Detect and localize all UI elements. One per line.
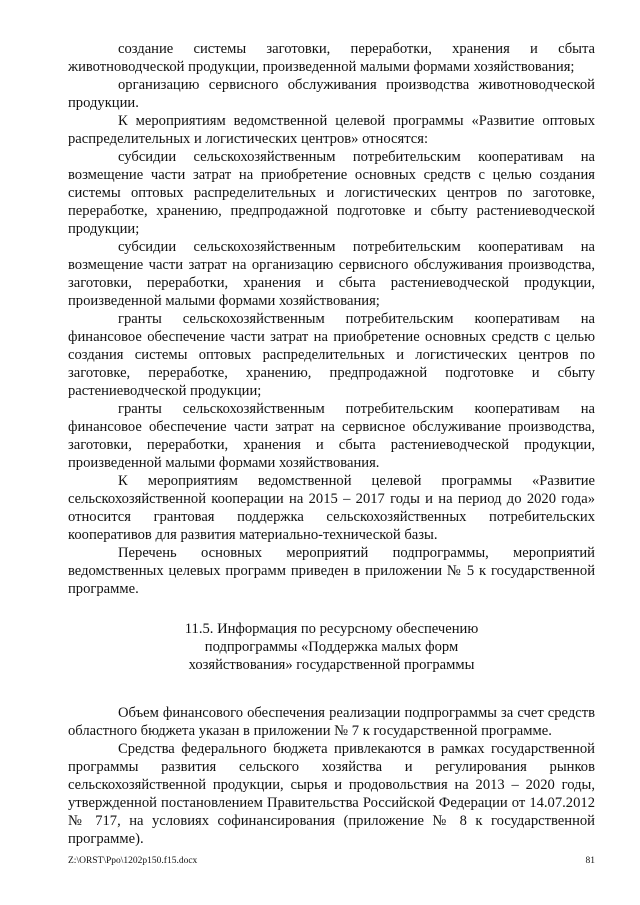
paragraph: субсидии сельскохозяйственным потребительским кооперативам на возмещение части затрат на организацию сервисного обслуживания производства, заготовки, переработки, хранения и сбыта растениеводческой продукции, произведенной малыми формами хозяйствования; — [68, 239, 595, 309]
paragraph-group-bottom — [68, 704, 595, 848]
paragraph: Средства федерального бюджета привлекаются в рамках государственной программы развития сельского хозяйства и регулирования рынков сельскохозяйственной продукции, сырья и продовольствия на 2013 – 2020 годы, утвержденной постановлением Правительства Российской Федерации от 14.07.2012 № 717, на условиях софинансирования (приложение № 8 к государственной программе). — [68, 741, 595, 847]
paragraph: организацию сервисного обслуживания производства животноводческой продукции. — [68, 77, 595, 111]
paragraph-group-top — [68, 40, 595, 598]
section-heading-line: 11.5. Информация по ресурсному обеспечению — [184, 621, 479, 637]
paragraph: Перечень основных мероприятий подпрограммы, мероприятий ведомственных целевых программ приведен в приложении № 5 к государственной программе. — [68, 545, 595, 597]
section-heading-line: подпрограммы «Поддержка малых форм — [204, 639, 459, 655]
paragraph: создание системы заготовки, переработки, хранения и сбыта животноводческой продукции, произведенной малыми формами хозяйствования; — [68, 41, 595, 75]
section-heading — [68, 620, 595, 674]
paragraph: гранты сельскохозяйственным потребительским кооперативам на финансовое обеспечение части затрат на приобретение основных средств с целью создания системы оптовых распределительных и логистических центров по заготовке, переработке, хранению, предпродажной подготовке и сбыту растениеводческой продукции; — [68, 311, 595, 399]
paragraph: Объем финансового обеспечения реализации подпрограммы за счет средств областного бюджета указан в приложении № 7 к государственной программе. — [68, 705, 595, 739]
footer-file-path: Z:\ORST\Ppo\1202p150.f15.docx — [68, 856, 198, 866]
paragraph: К мероприятиям ведомственной целевой программы «Развитие оптовых распределительных и логистических центров» относятся: — [68, 113, 595, 147]
footer-page-number: 81 — [585, 856, 595, 866]
document-page — [68, 40, 595, 848]
paragraph: субсидии сельскохозяйственным потребительским кооперативам на возмещение части затрат на приобретение основных средств с целью создания системы оптовых распределительных и логистических центров по заготовке, переработке, хранению, предпродажной подготовке и сбыту растениеводческой продукции; — [68, 149, 595, 237]
page-footer — [68, 855, 595, 867]
paragraph: К мероприятиям ведомственной целевой программы «Развитие сельскохозяйственной кооперации на 2015 – 2017 годы и на период до 2020 года» относится грантовая поддержка сельскохозяйственных потребительских кооперативов для развития материально-технической базы. — [68, 473, 595, 543]
paragraph: гранты сельскохозяйственным потребительским кооперативам на финансовое обеспечение части затрат на сервисное обслуживание производства, заготовки, переработки, хранения и сбыта растениеводческой продукции, произведенной малыми формами хозяйствования. — [68, 401, 595, 471]
section-heading-line: хозяйствования» государственной программы — [188, 657, 475, 673]
